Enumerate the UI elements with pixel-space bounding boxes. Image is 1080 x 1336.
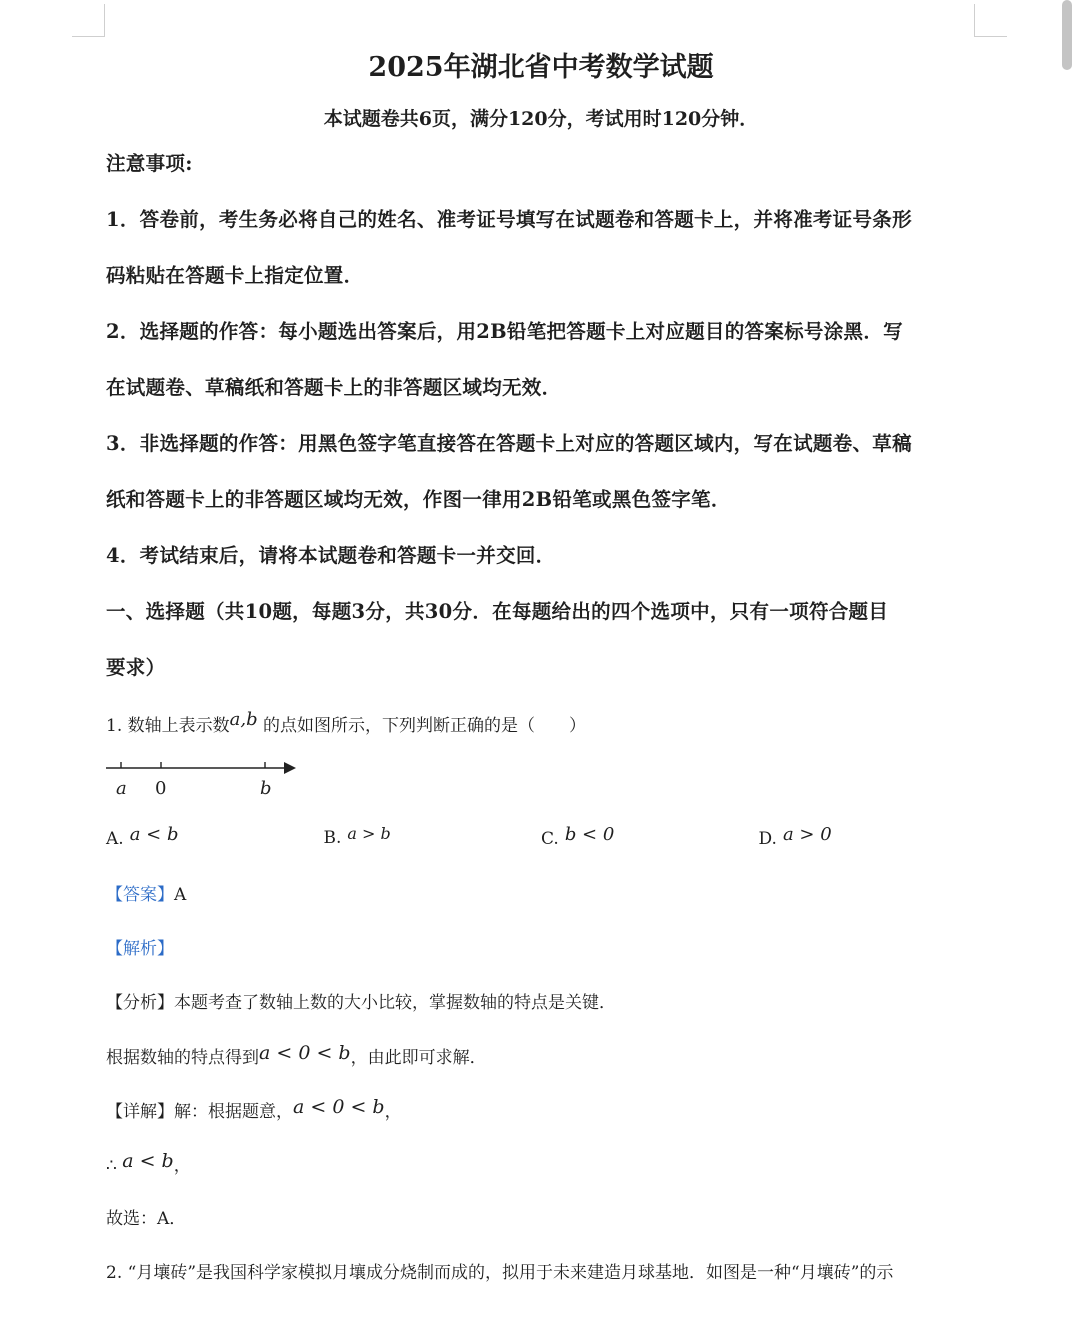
notice-line: 1．答卷前，考生务必将自己的姓名、准考证号填写在试题卷和答题卡上，并将准考证号条形: [106, 208, 912, 231]
notice-line: 纸和答题卡上的非答题区域均无效，作图一律用2B铅笔或黑色签字笔．: [106, 488, 731, 511]
label-a: a: [116, 778, 127, 799]
answer-tag: 【答案】: [106, 885, 174, 905]
question-2-stem: 2. “月壤砖”是我国科学家模拟月壤成分烧制而成的，拟用于未来建造月球基地．如图是一种“月壤砖”的示: [106, 1263, 894, 1283]
answer-value: A: [174, 885, 187, 905]
answer-line: [106, 868, 976, 922]
notice-heading: 注意事项:: [106, 152, 193, 175]
analysis-tag: 【解析】: [106, 939, 174, 959]
section-heading-cont: 要求）: [106, 656, 166, 679]
detail-line: 【详解】解：根据题意，a < 0 < b，: [106, 1096, 402, 1122]
question-1-options: [106, 808, 976, 868]
therefore-icon: ∴: [106, 1156, 117, 1176]
exam-subtitle: 本试题卷共6页，满分120分，考试用时120分钟．: [323, 108, 759, 130]
number-line-svg: [106, 754, 326, 804]
notice-line: 2．选择题的作答：每小题选出答案后，用2B铅笔把答题卡上对应题目的答案标号涂黑．写: [106, 320, 903, 343]
option-a[interactable]: A. a < b: [106, 823, 179, 849]
label-zero: 0: [155, 778, 167, 799]
section-heading: 一、选择题（共10题，每题3分，共30分．在每题给出的四个选项中，只有一项符合题目: [106, 600, 889, 623]
analysis-text: 【分析】本题考查了数轴上数的大小比较，掌握数轴的特点是关键．: [106, 993, 616, 1013]
option-c[interactable]: C. b < 0: [541, 823, 615, 849]
scrollbar-thumb[interactable]: [1062, 0, 1072, 70]
option-d[interactable]: D. a > 0: [758, 823, 832, 849]
page-corner-mark-right: [974, 4, 1007, 37]
therefore-line: ∴ a < b，: [106, 1150, 191, 1176]
basis-line: 根据数轴的特点得到a < 0 < b，由此即可求解．: [106, 1042, 487, 1068]
notice-line: 4．考试结束后，请将本试题卷和答题卡一并交回．: [106, 544, 556, 567]
number-line-figure: [106, 754, 326, 804]
notice-line: 3．非选择题的作答：用黑色签字笔直接答在答题卡上对应的答题区域内，写在试题卷、草稿: [106, 432, 912, 455]
document-page: [106, 40, 976, 1300]
option-b[interactable]: B. a > b: [323, 824, 391, 848]
label-b: b: [260, 778, 272, 799]
analysis-tag-line: [106, 922, 976, 976]
variables-ab: a,b: [229, 709, 258, 730]
page-title: 2025年湖北省中考数学试题: [368, 52, 714, 83]
question-1-stem: 1. 数轴上表示数a,b 的点如图所示，下列判断正确的是（ ）: [106, 709, 587, 736]
choose-line: 故选：A．: [106, 1209, 187, 1229]
page-corner-mark-left: [72, 4, 105, 37]
notice-line: 在试题卷、草稿纸和答题卡上的非答题区域均无效．: [106, 376, 562, 399]
notice-line: 码粘贴在答题卡上指定位置．: [106, 264, 364, 287]
